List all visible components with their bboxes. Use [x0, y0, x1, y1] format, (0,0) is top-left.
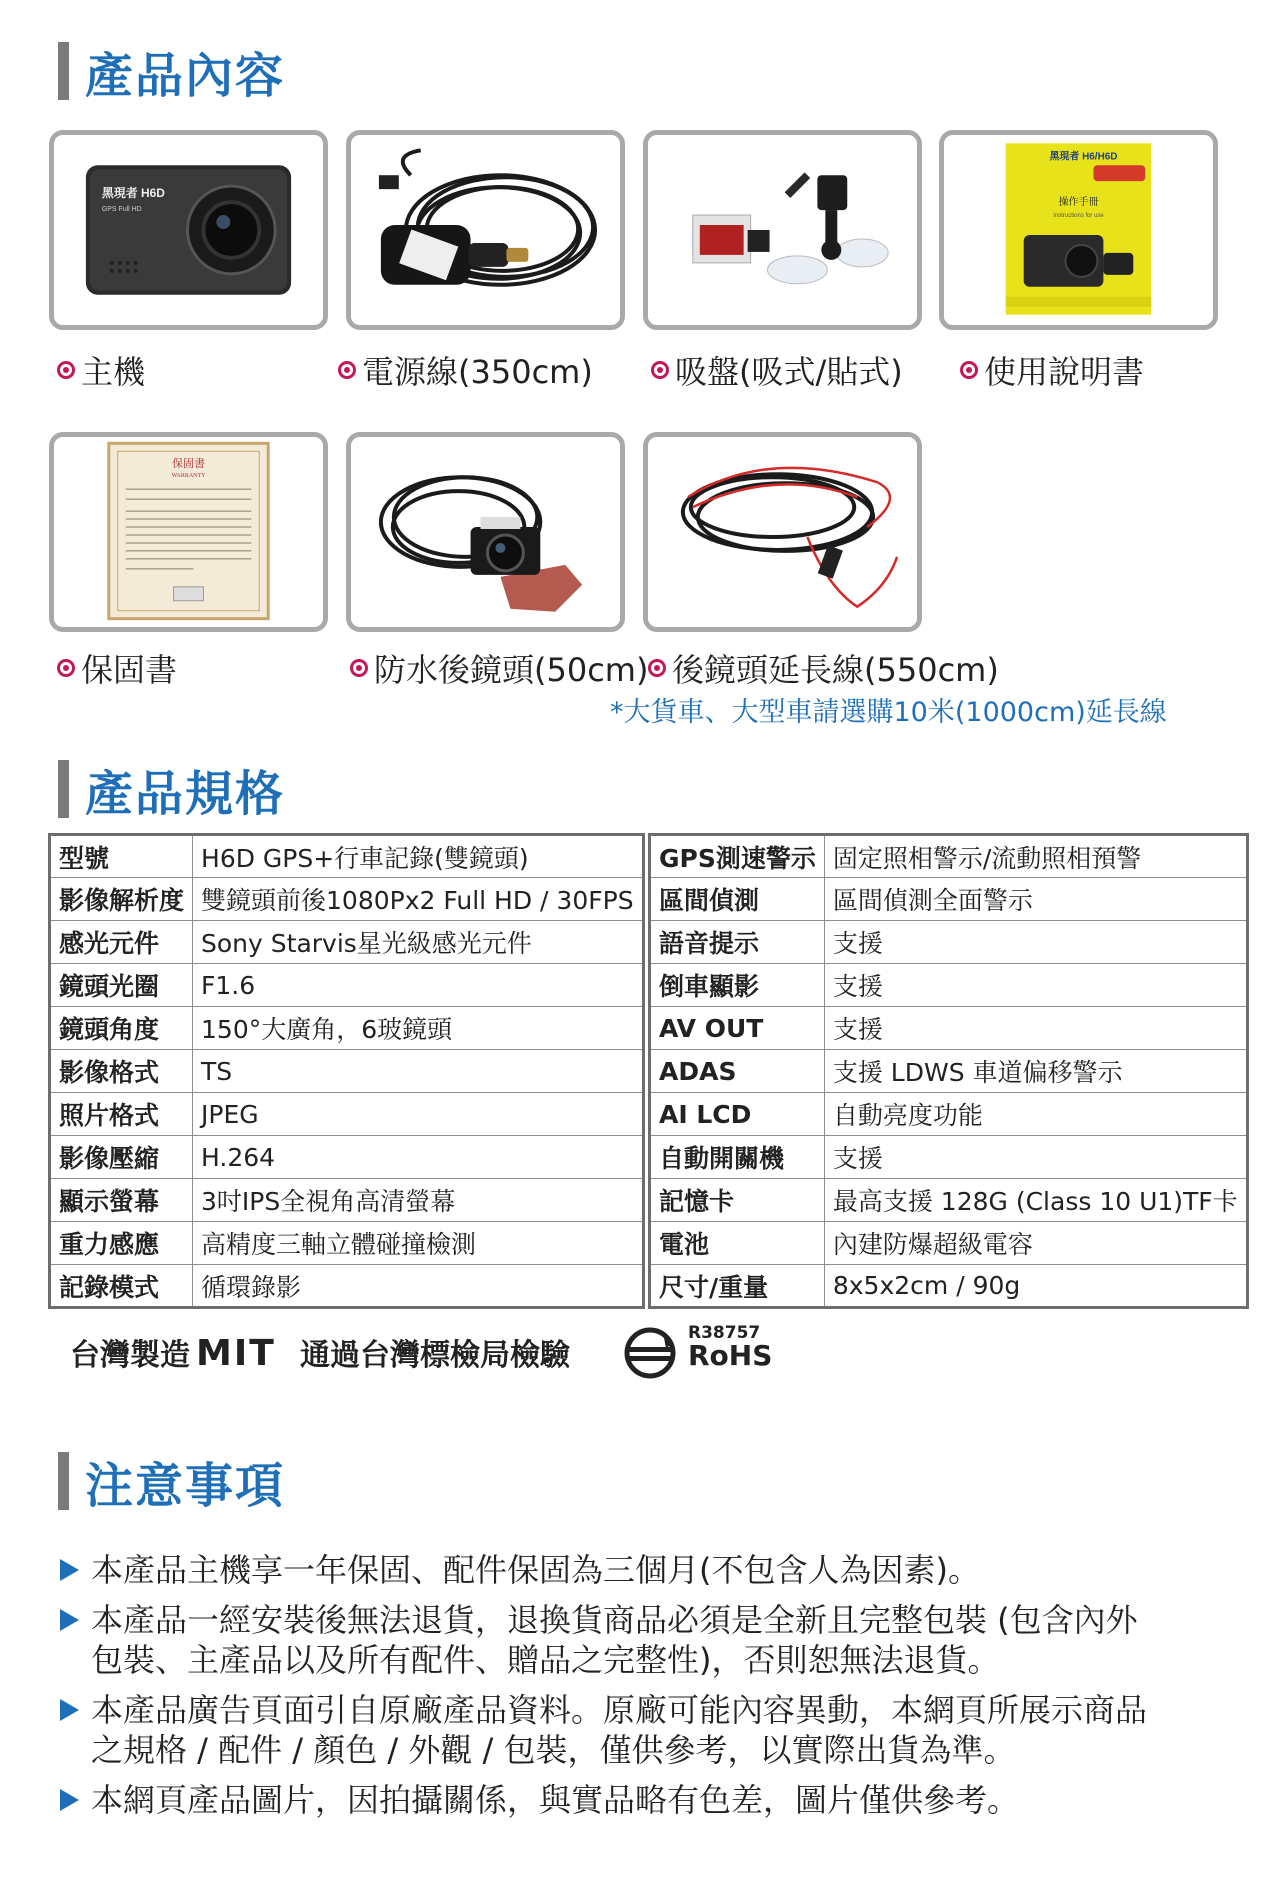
table-row: 照片格式 JPEG [50, 1093, 644, 1136]
table-row: 鏡頭光圈 F1.6 [50, 964, 644, 1007]
table-row: 語音提示 支援 [650, 921, 1248, 964]
list-item: 本產品主機享一年保固、配件保固為三個月(不包含人為因素)。 [60, 1550, 980, 1590]
notes-section-title [58, 1450, 285, 1512]
power-cable-photo [346, 130, 625, 330]
bullet-icon [960, 361, 978, 379]
table-row: AV OUT 支援 [650, 1007, 1248, 1050]
caption-main-unit: 主機 [57, 347, 145, 393]
warranty-card-photo [49, 432, 328, 632]
user-manual-photo [939, 130, 1218, 330]
contents-section-title [58, 40, 285, 102]
table-row: 倒車顯影 支援 [650, 964, 1248, 1007]
table-row: AI LCD 自動亮度功能 [650, 1093, 1248, 1136]
spec-table-right [648, 833, 1249, 1309]
main-unit-logo-text: 黑現者 H6D [101, 186, 165, 201]
bullet-icon [338, 361, 356, 379]
caption-suction-mount: 吸盤(吸式/貼式) [651, 347, 903, 393]
table-row: 型號 H6D GPS+行車記錄(雙鏡頭) [50, 835, 644, 878]
table-row: 尺寸/重量 8x5x2cm / 90g [650, 1265, 1248, 1308]
caption-user-manual: 使用說明書 [960, 347, 1144, 393]
made-in-taiwan-label: 台灣製造 MIT [70, 1333, 276, 1374]
contents-title-text: 產品內容 [85, 47, 286, 104]
caption-rear-camera: 防水後鏡頭(50cm) [350, 645, 648, 691]
table-row: 自動開關機 支援 [650, 1136, 1248, 1179]
table-row: 影像解析度 雙鏡頭前後1080Px2 Full HD / 30FPS [50, 878, 644, 921]
title-bar-decoration [58, 760, 69, 818]
table-row: 電池 內建防爆超級電容 [650, 1222, 1248, 1265]
caption-power-cable: 電源線(350cm) [338, 347, 593, 393]
bsmi-logo-icon [620, 1326, 680, 1380]
triangle-bullet-icon [60, 1699, 79, 1721]
svg-text:操作手冊: 操作手冊 [1058, 197, 1099, 209]
table-row: 記憶卡 最高支援 128G (Class 10 U1)TF卡 [650, 1179, 1248, 1222]
table-row: 區間偵測 區間偵測全面警示 [650, 878, 1248, 921]
spec-table-left [48, 833, 645, 1309]
svg-text:WARRANTY: WARRANTY [171, 473, 206, 480]
list-item: 本產品廣告頁面引自原廠產品資料。原廠可能內容異動，本網頁所展示商品 之規格 / 配件 / 顏色 / 外觀 / 包裝，僅供參考，以實際出貨為準。 [60, 1690, 1147, 1770]
svg-text:保固書: 保固書 [172, 457, 205, 471]
suction-mount-photo [643, 130, 922, 330]
caption-warranty-card: 保固書 [57, 645, 177, 691]
bullet-icon [648, 659, 666, 677]
main-unit-photo [49, 130, 328, 330]
rohs-mark: R38757 RoHS [688, 1323, 773, 1372]
caption-extension-cable: 後鏡頭延長線(550cm) [648, 645, 999, 691]
mit-mark: MIT [196, 1333, 276, 1374]
triangle-bullet-icon [60, 1559, 79, 1581]
table-row: 影像格式 TS [50, 1050, 644, 1093]
notes-title-text: 注意事項 [85, 1457, 286, 1514]
bsmi-inspection-label: 通過台灣標檢局檢驗 [300, 1338, 570, 1373]
svg-text:黑現者 H6/H6D: 黑現者 H6/H6D [1049, 151, 1118, 163]
bullet-icon [57, 659, 75, 677]
title-bar-decoration [58, 1452, 69, 1510]
extension-cable-note: *大貨車、大型車請選購10米(1000cm)延長線 [610, 697, 1167, 728]
bullet-icon [57, 361, 75, 379]
title-bar-decoration [58, 42, 69, 100]
svg-text:Instructions for use: Instructions for use [1053, 213, 1104, 220]
table-row: 感光元件 Sony Starvis星光級感光元件 [50, 921, 644, 964]
triangle-bullet-icon [60, 1789, 79, 1811]
table-row: 顯示螢幕 3吋IPS全視角高清螢幕 [50, 1179, 644, 1222]
bullet-icon [651, 361, 669, 379]
list-item: 本產品一經安裝後無法退貨，退換貨商品必須是全新且完整包裝 (包含內外 包裝、主產品以及所有配件、贈品之完整性)，否則恕無法退貨。 [60, 1600, 1138, 1680]
extension-cable-photo [643, 432, 922, 632]
list-item: 本網頁產品圖片，因拍攝關係，與實品略有色差，圖片僅供參考。 [60, 1780, 1019, 1820]
table-row: 記錄模式 循環錄影 [50, 1265, 644, 1308]
bullet-icon [350, 659, 368, 677]
svg-text:GPS Full HD: GPS Full HD [101, 206, 142, 214]
table-row: ADAS 支援 LDWS 車道偏移警示 [650, 1050, 1248, 1093]
table-row: 影像壓縮 H.264 [50, 1136, 644, 1179]
spec-section-title [58, 758, 285, 820]
table-row: 鏡頭角度 150°大廣角，6玻鏡頭 [50, 1007, 644, 1050]
table-row: 重力感應 高精度三軸立體碰撞檢測 [50, 1222, 644, 1265]
triangle-bullet-icon [60, 1609, 79, 1631]
spec-title-text: 產品規格 [85, 765, 286, 822]
table-row: GPS測速警示 固定照相警示/流動照相預警 [650, 835, 1248, 878]
rear-camera-photo [346, 432, 625, 632]
